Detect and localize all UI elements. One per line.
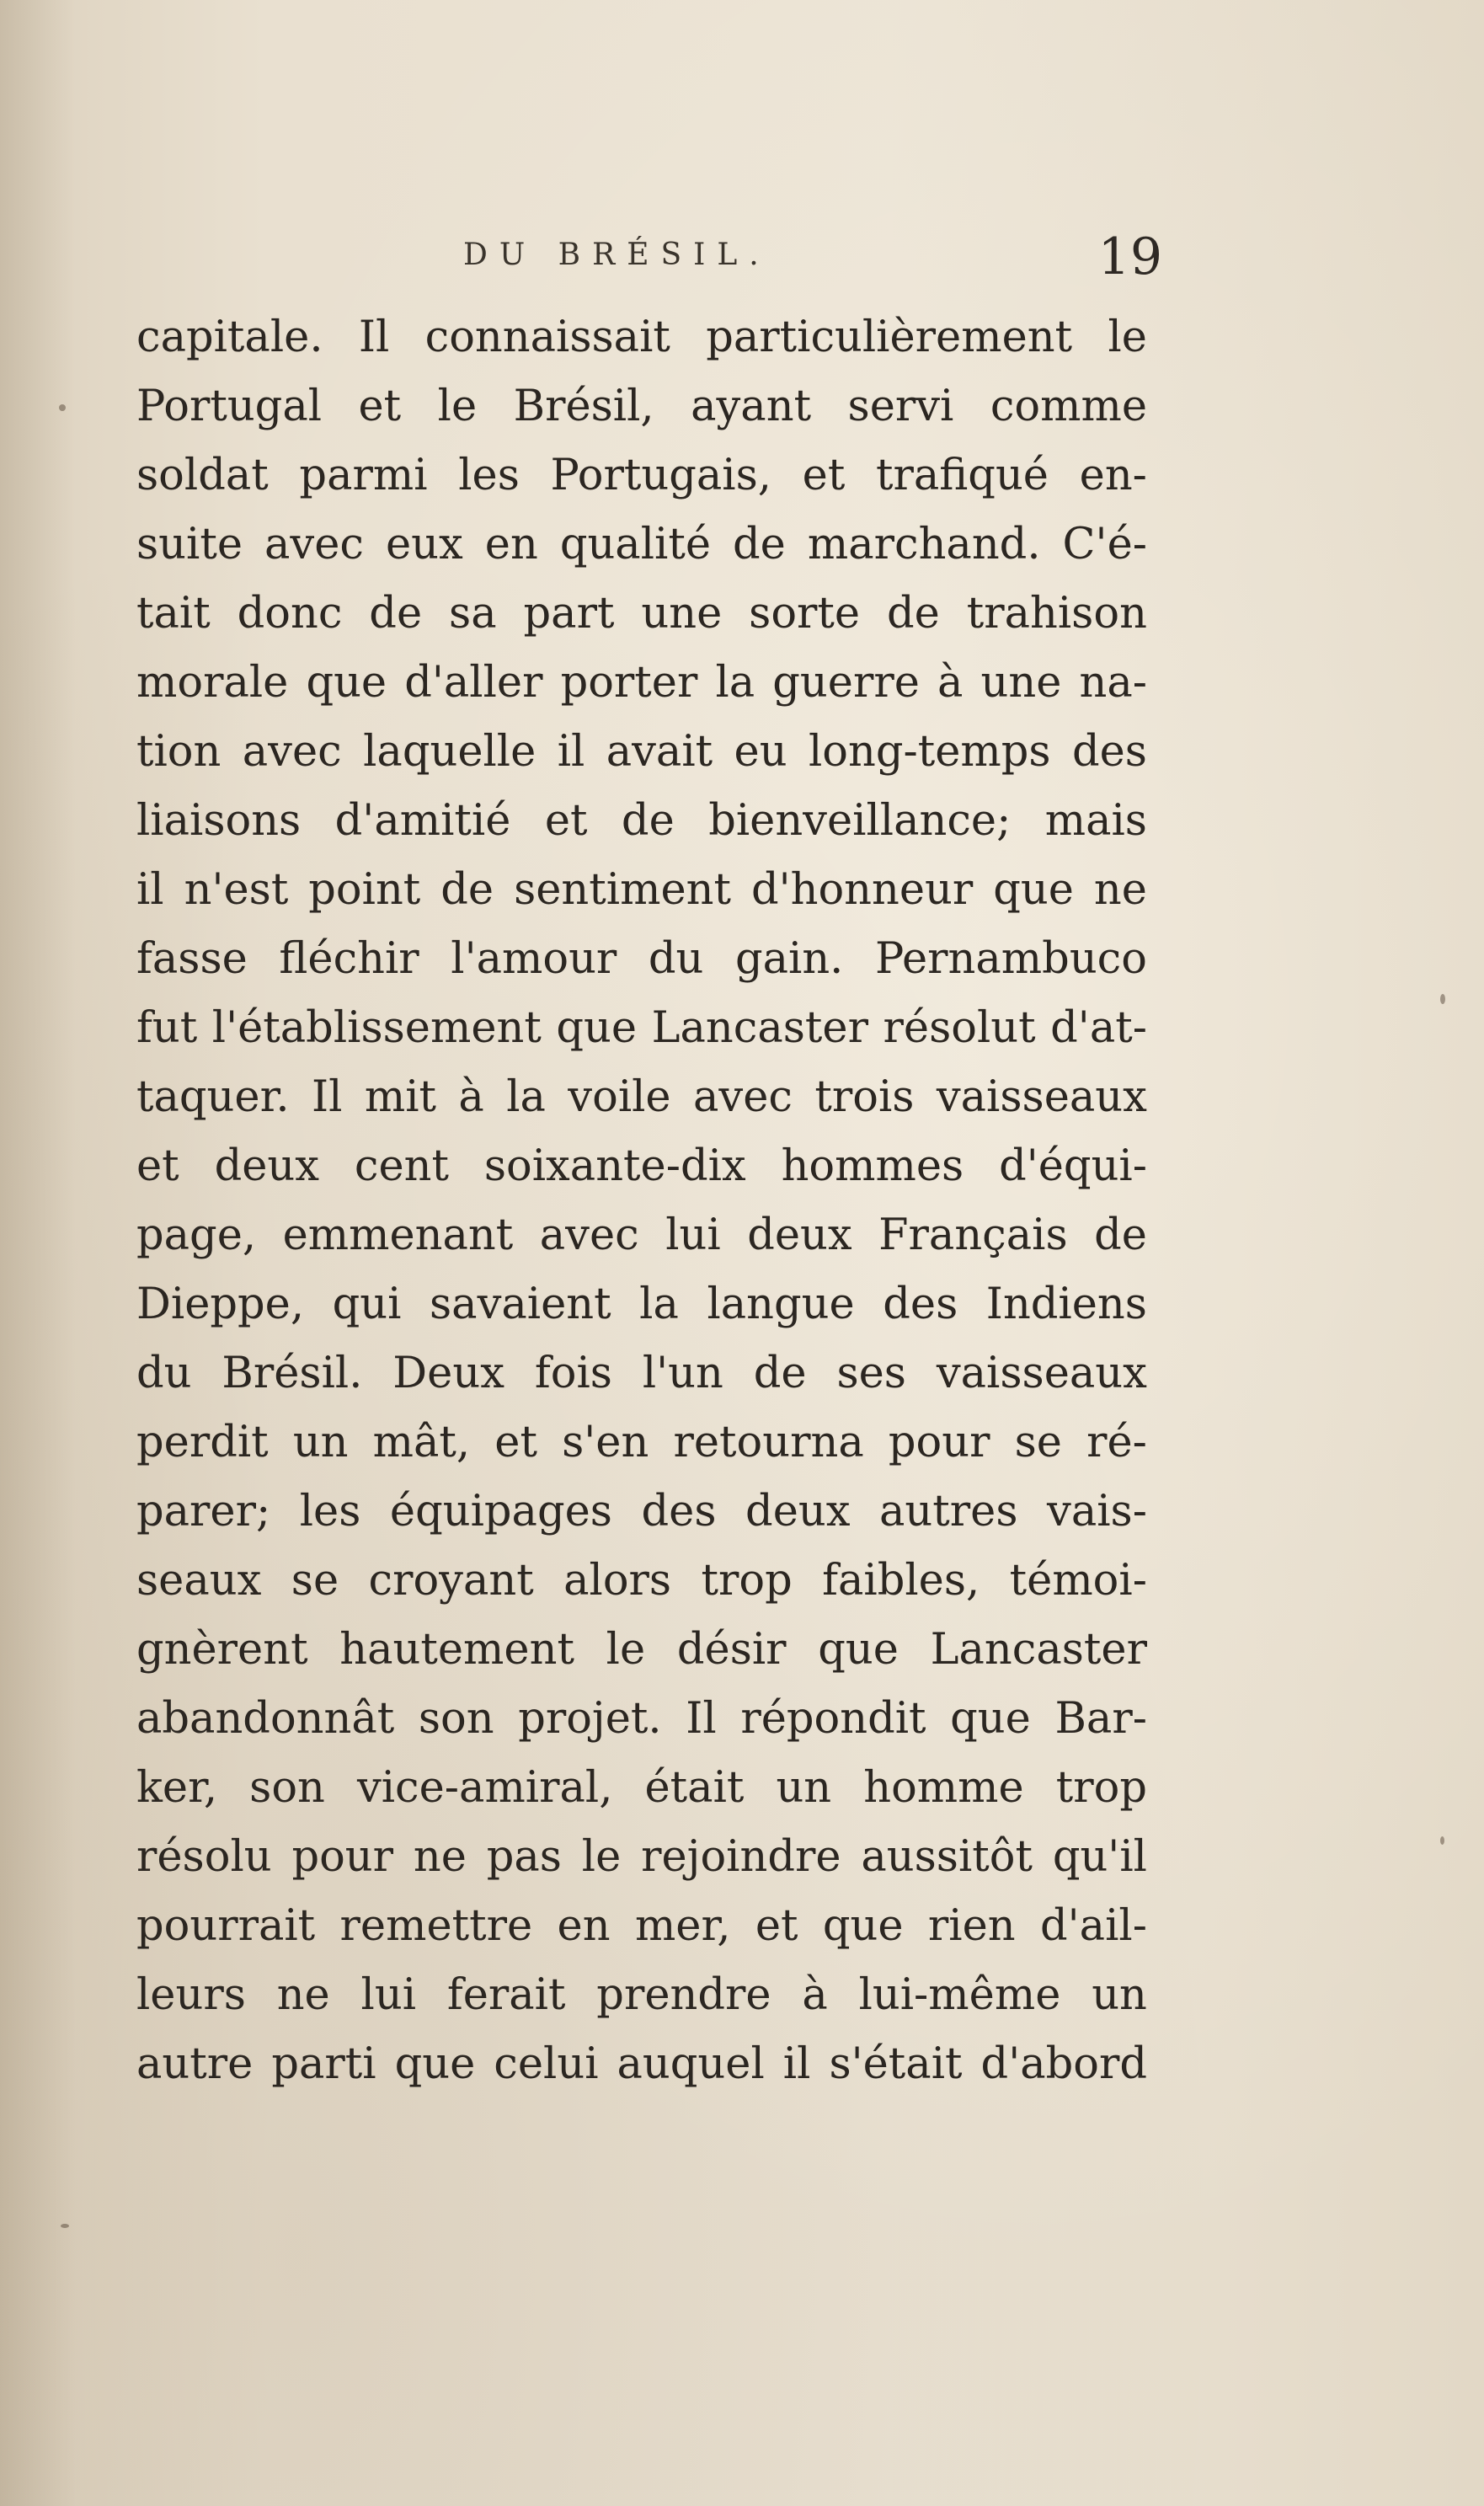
text-line: Portugal et le Brésil, ayant servi comme [136, 382, 1147, 431]
text-line: page, emmenant avec lui deux Français de [136, 1210, 1147, 1260]
text-line: abandonnât son projet. Il répondit que Bar- [136, 1694, 1147, 1744]
text-line: tait donc de sa part une sorte de trahison [136, 589, 1147, 639]
text-line: morale que d'aller porter la guerre à une na- [136, 658, 1147, 708]
text-line: Dieppe, qui savaient la langue des Indiens [136, 1280, 1147, 1329]
body-text [136, 303, 1147, 2099]
running-head: DU BRÉSIL. [463, 238, 771, 272]
text-line: du Brésil. Deux fois l'un de ses vaisseaux [136, 1349, 1147, 1398]
paper-speck [1440, 994, 1445, 1004]
paper-speck [59, 404, 66, 411]
text-line: gnèrent hautement le désir que Lancaster [136, 1625, 1147, 1675]
paper-speck [61, 2224, 69, 2228]
text-line: pourrait remettre en mer, et que rien d'ail- [136, 1901, 1147, 1951]
page-number: 19 [1097, 227, 1162, 286]
paper-speck [1440, 1836, 1444, 1845]
text-line: ker, son vice-amiral, était un homme trop [136, 1763, 1147, 1813]
page-header [135, 227, 1162, 295]
text-line: il n'est point de sentiment d'honneur que ne [136, 865, 1147, 915]
gutter-shadow [0, 0, 76, 2506]
text-line: parer; les équipages des deux autres vais- [136, 1487, 1147, 1536]
text-line: taquer. Il mit à la voile avec trois vaisseaux [136, 1072, 1147, 1122]
text-line: fut l'établissement que Lancaster résolut d'at- [136, 1003, 1147, 1053]
text-line: perdit un mât, et s'en retourna pour se ré- [136, 1418, 1147, 1467]
text-line: autre parti que celui auquel il s'était d'abord [136, 2039, 1147, 2089]
text-line: liaisons d'amitié et de bienveillance; mais [136, 796, 1147, 846]
text-line: suite avec eux en qualité de marchand. C'é- [136, 520, 1147, 569]
text-line: tion avec laquelle il avait eu long-temps des [136, 727, 1147, 777]
text-line: leurs ne lui ferait prendre à lui-même un [136, 1970, 1147, 2020]
text-line: et deux cent soixante-dix hommes d'équi- [136, 1141, 1147, 1191]
text-line: fasse fléchir l'amour du gain. Pernambuco [136, 934, 1147, 984]
text-line: résolu pour ne pas le rejoindre aussitôt qu'il [136, 1832, 1147, 1882]
text-line: seaux se croyant alors trop faibles, témoi- [136, 1556, 1147, 1606]
text-line: soldat parmi les Portugais, et trafiqué en- [136, 451, 1147, 500]
text-line: capitale. Il connaissait particulièrement le [136, 313, 1147, 362]
